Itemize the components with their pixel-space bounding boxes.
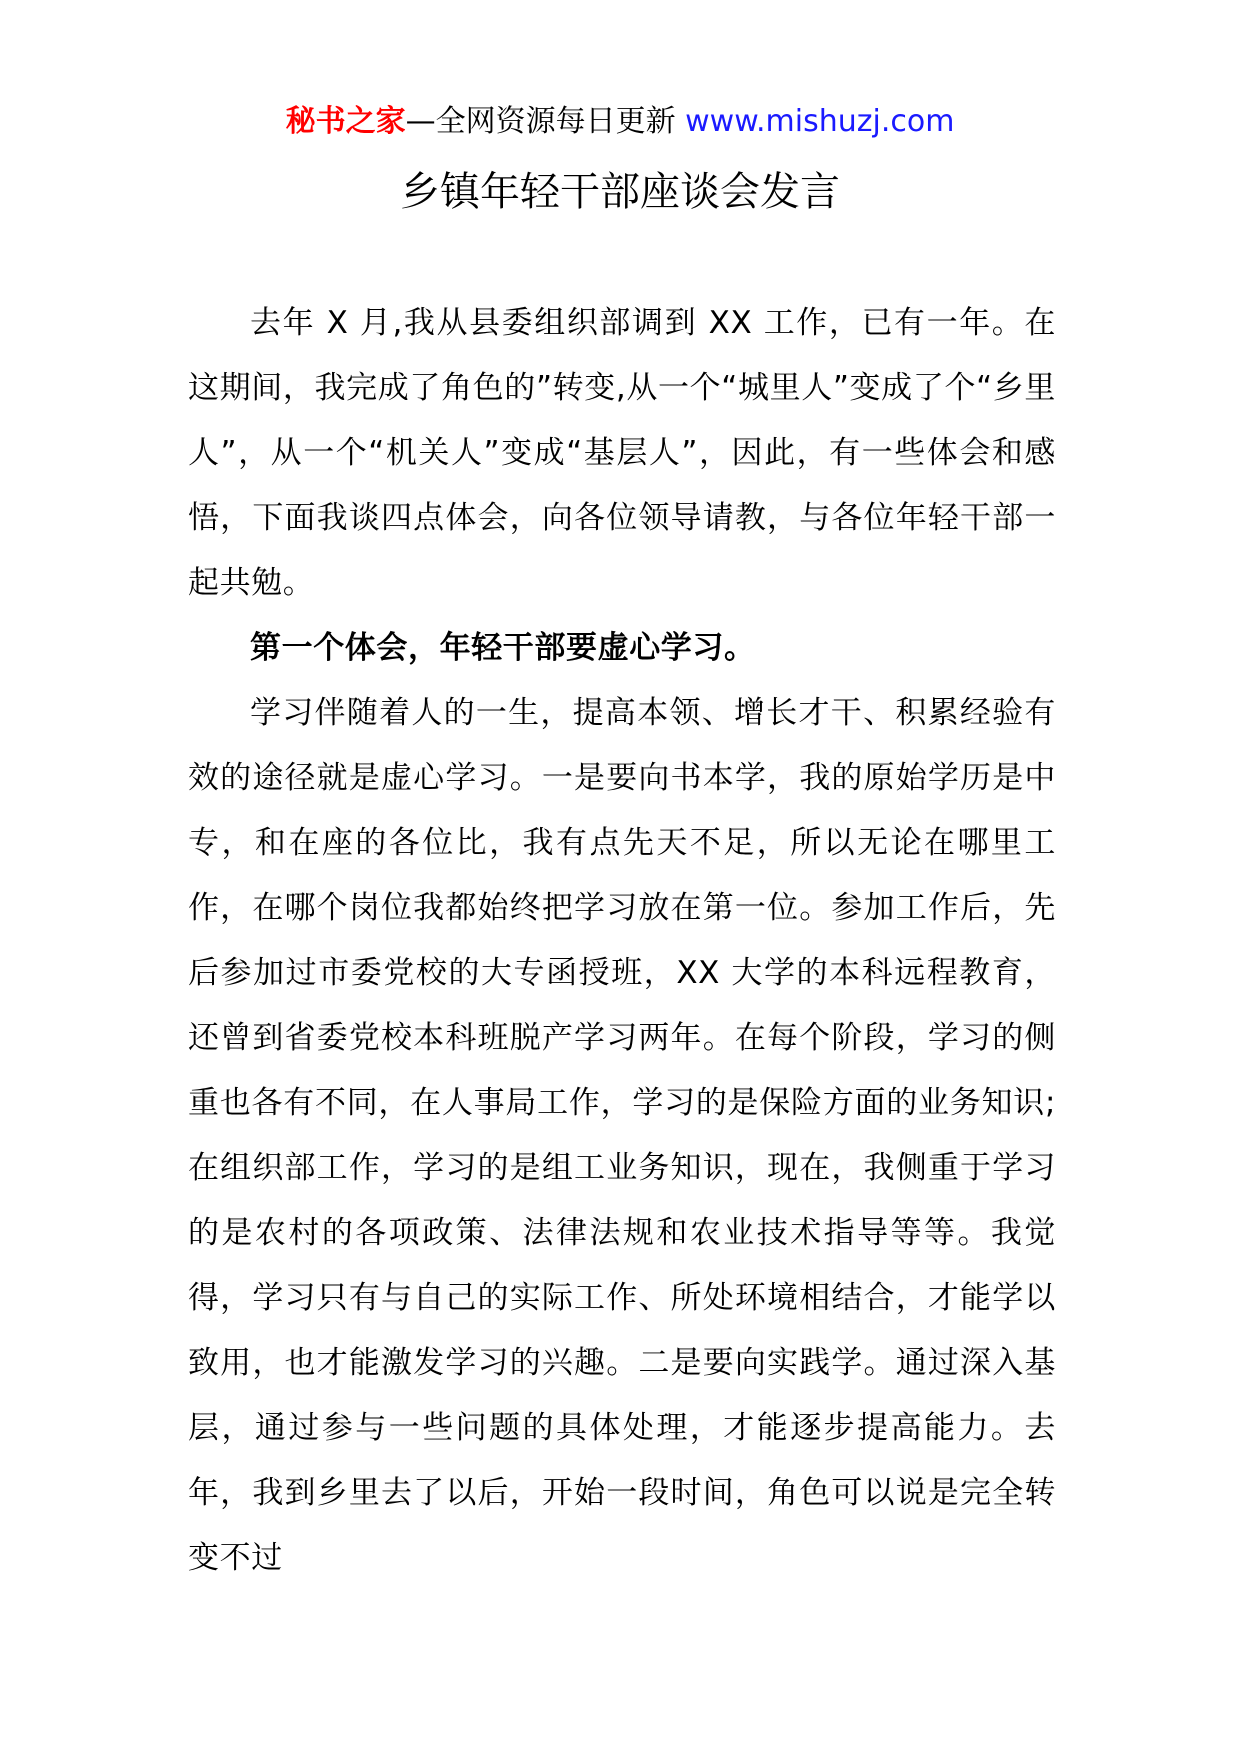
- site-url-link[interactable]: www.mishuzj.com: [685, 104, 955, 139]
- site-slogan: —全网资源每日更新: [405, 104, 686, 139]
- section-heading-first-insight: 第一个体会，年轻干部要虚心学习。: [250, 630, 756, 666]
- document-body: [188, 291, 1056, 1591]
- site-header: [0, 100, 1240, 144]
- paragraph-learning: 学习伴随着人的一生，提高本领、增长才干、积累经验有效的途径就是虚心学习。一是要向书本学，我的原始学历是中专，和在座的各位比，我有点先天不足，所以无论在哪里工作，在哪个岗位我都始终把学习放在第一位。参加工作后，先后参加过市委党校的大专函授班，XX 大学的本科远程教育，还曾到省委党校本科班脱产学习两年。在每个阶段，学习的侧重也各有不同，在人事局工作，学习的是保险方面的业务知识;在组织部工作，学习的是组工业务知识，现在，我侧重于学习的是农村的各项政策、法律法规和农业技术指导等等。我觉得，学习只有与自己的实际工作、所处环境相结合，才能学以致用，也才能激发学习的兴趣。二是要向实践学。通过深入基层，通过参与一些问题的具体处理，才能逐步提高能力。去年，我到乡里去了以后，开始一段时间，角色可以说是完全转变不过: [188, 695, 1056, 1576]
- site-name: 秘书之家: [285, 104, 406, 139]
- paragraph-intro: 去年 X 月,我从县委组织部调到 XX 工作，已有一年。在这期间，我完成了角色的”转变,从一个“城里人”变成了个“乡里人”，从一个“机关人”变成“基层人”，因此，有一些体会和感悟，下面我谈四点体会，向各位领导请教，与各位年轻干部一起共勉。: [188, 305, 1056, 601]
- document-title: 乡镇年轻干部座谈会发言: [400, 169, 840, 215]
